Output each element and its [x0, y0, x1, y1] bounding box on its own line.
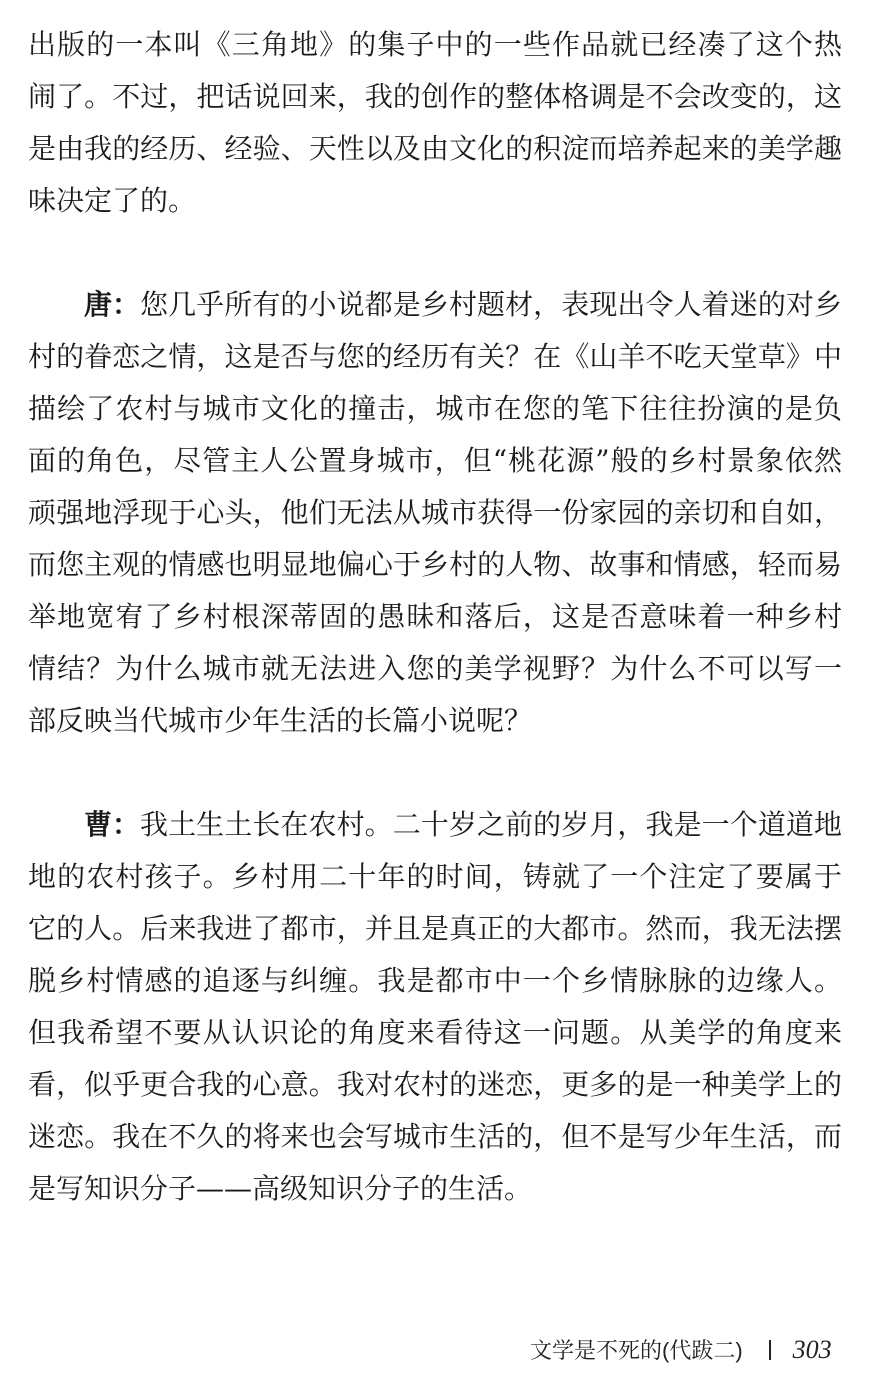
paragraph-2 [28, 279, 842, 747]
text-line: 而您主观的情感也明显地偏心于乡村的人物、故事和情感，轻而易 [28, 548, 842, 581]
text-line-content: 您几乎所有的小说都是乡村题材，表现出令人着迷的对乡 [140, 288, 842, 321]
page-number: 303 [792, 1334, 832, 1364]
page-footer [530, 1334, 832, 1365]
text-line: 地的农村孩子。乡村用二十年的时间，铸就了一个注定了要属于 [28, 860, 842, 893]
text-line [28, 799, 842, 851]
text-line: 顽强地浮现于心头，他们无法从城市获得一份家园的亲切和自如， [28, 496, 842, 529]
paragraph-1 [28, 19, 842, 227]
paragraph-3 [28, 799, 842, 1215]
speaker-label: 曹： [84, 808, 141, 841]
text-line: 面的角色，尽管主人公置身城市，但“桃花源”般的乡村景象依然 [28, 444, 842, 477]
text-line: 出版的一本叫《三角地》的集子中的一些作品就已经凑了这个热 [28, 28, 842, 61]
text-line: 部反映当代城市少年生活的长篇小说呢？ [28, 704, 533, 737]
text-line: 它的人。后来我进了都市，并且是真正的大都市。然而，我无法摆 [28, 912, 842, 945]
text-line: 脱乡村情感的追逐与纠缠。我是都市中一个乡情脉脉的边缘人。 [28, 964, 842, 997]
text-line: 情结？为什么城市就无法进入您的美学视野？为什么不可以写一 [28, 652, 842, 685]
text-line: 是由我的经历、经验、天性以及由文化的积淀而培养起来的美学趣 [28, 132, 842, 165]
text-line: 味决定了的。 [28, 184, 197, 217]
text-line: 是写知识分子——高级知识分子的生活。 [28, 1172, 533, 1205]
text-line-content: 我土生土长在农村。二十岁之前的岁月，我是一个道道地 [140, 808, 842, 841]
text-line: 看，似乎更合我的心意。我对农村的迷恋，更多的是一种美学上的 [28, 1068, 842, 1101]
text-line: 村的眷恋之情，这是否与您的经历有关？在《山羊不吃天堂草》中 [28, 340, 842, 373]
speaker-label: 唐： [84, 288, 141, 321]
text-line [28, 279, 842, 331]
text-line: 但我希望不要从认识论的角度来看待这一问题。从美学的角度来 [28, 1016, 842, 1049]
text-line: 迷恋。我在不久的将来也会写城市生活的，但不是写少年生活，而 [28, 1120, 842, 1153]
footer-divider [769, 1340, 771, 1360]
text-line: 举地宽宥了乡村根深蒂固的愚昧和落后，这是否意味着一种乡村 [28, 600, 842, 633]
running-title: 文学是不死的(代跋二) [530, 1338, 743, 1363]
text-line: 描绘了农村与城市文化的撞击，城市在您的笔下往往扮演的是负 [28, 392, 842, 425]
text-line: 闹了。不过，把话说回来，我的创作的整体格调是不会改变的，这 [28, 80, 842, 113]
